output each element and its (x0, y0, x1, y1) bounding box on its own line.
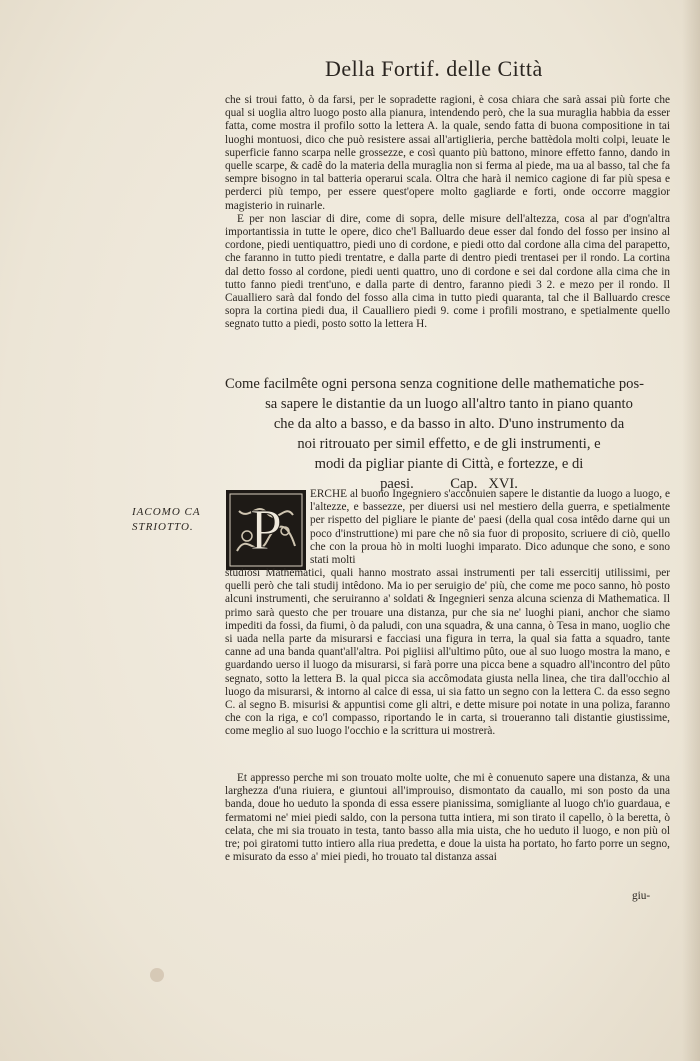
paper-stain (150, 968, 164, 982)
margin-note-line-2: STRIOTTO. (132, 521, 194, 533)
ornament-icon (227, 491, 305, 569)
heading-line-2: sa sapere le distantie da un luogo all'altro tanto in piano quanto (265, 396, 633, 412)
margin-note (132, 505, 222, 535)
text-block-middle (225, 567, 670, 739)
initial-letter: P (249, 497, 283, 562)
paragraph-1: che si troui fatto, ò da farsi, per le sopradette ragioni, è cosa chiara che sarà assai più forte che qual si uoglia altro luogo posto alla pianura, intendendo però, che la sua muraglia habbia da esser fatta, come mostra il profilo sotto la lettera A. la quale, sendo fatta di buona compositione in tai luoghi montuosi, dico che può resistere assai all'artiglieria, perche battèdola molti colpi, leuate le superficie fanno scarpa nelle grossezze, e così quanto più battono, minore effetto fanno, dando in quelle scarpe, & cadê do la materia della muraglia non si ferma al piede, ma ua al basso, tal che fa sempre bisogno in tal batteria operarui scala. Oltra che harà il nemico cagione di far più spesa e perderci più tempo, per essere quest'opere molto gagliarde e forti, onde occorre maggior magisterio in ruinarle. (225, 94, 670, 212)
decorated-initial (226, 490, 306, 570)
margin-note-line-1: IACOMO CA (132, 506, 201, 518)
heading-line-5: modi da pigliar piante di Città, e fortezze, e di (314, 456, 584, 472)
running-header: Della Fortif. delle Città (325, 56, 543, 81)
heading-line-6: paesi. Cap. XVI. (380, 476, 518, 492)
text-block-top (225, 94, 670, 332)
paragraph-2: E per non lasciar di dire, come di sopra, delle misure dell'altezza, cosa al par d'ogn'altra importantissia in tutte le opere, dico che'l Balluardo deue esser dal fondo del fosso per insino al cordone, piedi uentiquattro, piedi uno di cordone, e piedi otto dal cordone alla cima del parapetto, che faranno in tutto piedi trentatre, e dalla parte di dentro piedi trentasei per il rondo. La cortina dal detto fosso al cordone, piedi uenti quattro, uno di cordone e sei dal cordone alla cima che in tutto fanno piedi trent'uno, e dalla parte di dentro, faranno piedi 3 2. e mezo per il rondo. Il Caualliero sarà dal fondo del fosso alla cima in tutto piedi quaranta, tal che il Balluardo cresce sopra la cortina piedi dua, il Caualliero piedi 9. come i profili mostrano, e spetialmente quello segnato tutto a piedi, posto sotto la lettera H. (225, 212, 670, 331)
paragraph-4: Et appresso perche mi son trouato molte uolte, che mi è conuenuto sapere una distanza, & una larghezza d'una riuiera, e giuntoui all'improuiso, dismontato da cauallo, mi son posto da una banda, doue ho ueduto la sponda di essa essere pianissima, somigliante al luogo ch'io guardaua, e fermatomi ne' miei piedi saldo, con la persona tutta intiera, mi son tirato il capello, ò la beretta, ò celata, che mi sia trouato in testa, tanto basso alla mia uista, che ho ueduto il luogo, e non più ol tre; poi giratomi tutto intiero alla riua predetta, e doue la uista ha portato, ho farto porre un segno, e misurato da esso a' miei piedi, ho trouato tal distanza assai (225, 772, 670, 864)
heading-line-3: che da alto a basso, e da basso in alto. D'uno instrumento da (273, 416, 625, 432)
chapter-heading (225, 374, 673, 494)
heading-line-1: Come facilmête ogni persona senza cognitione delle mathematiche pos- (225, 376, 645, 392)
heading-line-4: noi ritrouato per simil effetto, e de gli instrumenti, e (297, 436, 601, 452)
paragraph-3-continued: studiosi Mathematici, quali hanno mostrato assai instrumenti per tali essercitij utilissimi, per quelli però che tali studij intêdono. Ma io per seruigio de' più, che come me poco sanno, hò posto alcuni instrumenti, che seruiranno a' soldati & Ingegnieri senza alcuna scienza di Mathematica. Il primo sarà questo che per trouare una distanza, pur che sia ne' luoghi piani, anchor che siamo impediti da fossi, da fiumi, ò da paludi, con una squadra, & una canna, ò Tesa in mano, uoglio che si uada nella parte da misurarsi e facciasi una figura in terra, la qual sia fatta a squadro, tante canne ad una banda quant'all'altra. Poi pigliisi all'ultimo pûto, oue al suo luogo mostra la mano, e guardando uerso il luogo da misurarsi, si farà porre una picca bene a squadro all'incontro del pûto segnato, sotto la lettera B. la qual picca sia accômodata giusta nella linea, che tira dall'occhio al luogo da misurarsi, & intorno al calce di essa, ui sia fatto un segno con la lettera C. da esso segno C. al segno B. misurisi & appuntisi come gli altri, e dette misure poi notate in una poliza, faranno che con la riga, e co'l compasso, riportando le in carta, si troueranno tali distantie giustissime, come meglio al suo luogo l'occhio e la scrittura ui mostrerà. (225, 567, 670, 738)
text-block-bottom (225, 772, 670, 864)
page-edge-shadow (682, 0, 700, 1061)
paragraph-3-start: ERCHE al buono Ingegniero s'acconuien sapere le distantie da luogo a luogo, e l'altezze, e bassezze, per diuersi usi nel mestiero della guerra, e spetialmente per rispetto del pigliare le piante de' paesi (della qual cosa intêdo darne qui un poco d'instruttione) mi pare che nô sia fuor di proposito, scriuere di ciò, quello che con la proua hò in molti luoghi imparato. Dico adunque che sono, e sono stati molti (310, 488, 670, 567)
catchword: giu- (632, 890, 651, 902)
